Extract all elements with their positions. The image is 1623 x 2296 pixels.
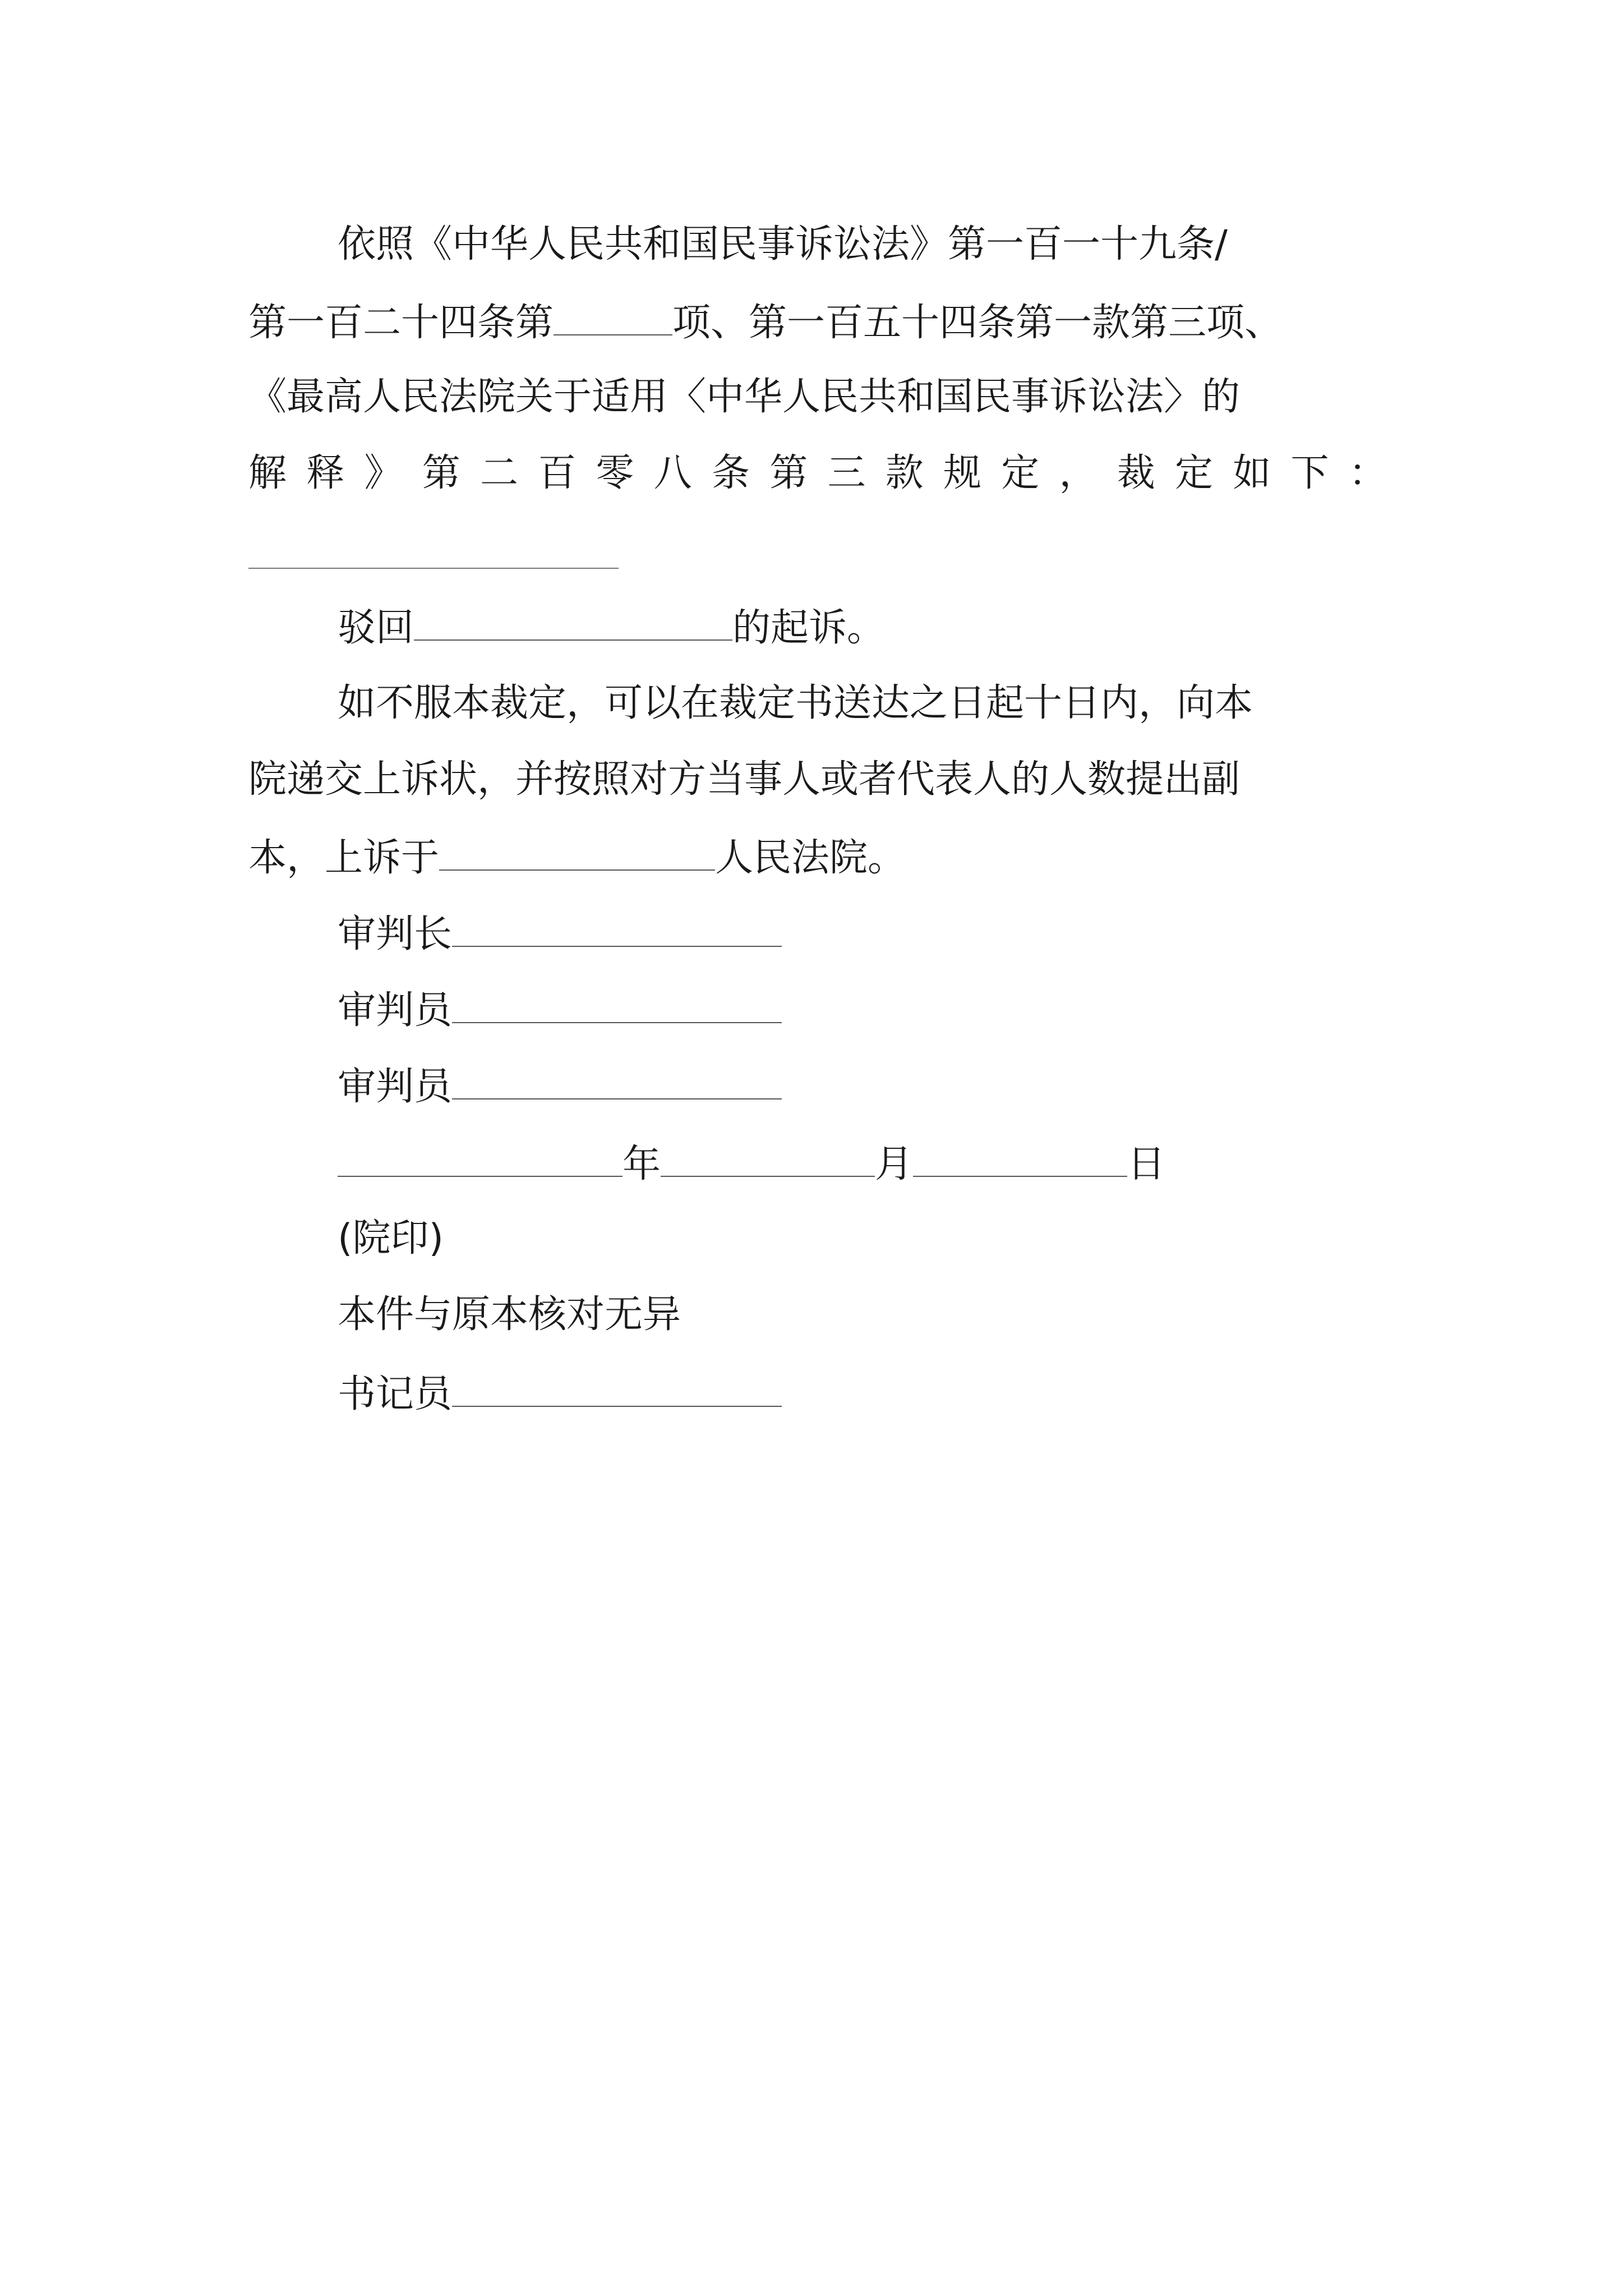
year-field[interactable] xyxy=(338,1143,623,1177)
chief-judge-field[interactable] xyxy=(452,913,782,947)
judge-line-2 xyxy=(338,1065,782,1109)
legal-basis-char: 如 xyxy=(1233,451,1271,495)
legal-basis-char: 二 xyxy=(480,451,519,495)
legal-basis-text-2a: 第一百二十四条第 xyxy=(248,301,554,345)
legal-basis-char: ， xyxy=(1059,451,1098,495)
appeal-line-1 xyxy=(338,681,1253,725)
seal-line xyxy=(338,1216,444,1260)
plaintiff-name-field[interactable] xyxy=(414,607,732,641)
chief-judge-line xyxy=(338,913,782,954)
year-label: 年 xyxy=(623,1142,661,1186)
legal-basis-text-3: 《最高人民法院关于适用〈中华人民共和国民事诉讼法〉的 xyxy=(248,375,1241,419)
item-number-field[interactable] xyxy=(554,302,672,335)
legal-basis-char: 》 xyxy=(364,451,403,495)
clerk-field[interactable] xyxy=(452,1373,782,1407)
separator-line xyxy=(248,568,619,569)
legal-basis-text-2b: 项、第一百五十四条第一款第三项、 xyxy=(672,301,1283,345)
legal-basis-char: 第 xyxy=(422,451,460,495)
appeal-text-2: 院递交上诉状，并按照对方当事人或者代表人的人数提出副 xyxy=(248,757,1241,802)
date-line xyxy=(338,1143,1165,1184)
certify-line xyxy=(338,1292,681,1337)
legal-basis-line-4 xyxy=(248,451,1387,495)
legal-basis-char: 条 xyxy=(712,451,750,495)
legal-basis-char: 释 xyxy=(306,451,345,495)
appeal-text-1: 如不服本裁定，可以在裁定书送达之日起十日内，向本 xyxy=(338,681,1253,725)
ruling-suffix: 的起诉。 xyxy=(732,606,886,650)
legal-basis-line-3 xyxy=(248,375,1241,419)
month-label: 月 xyxy=(875,1142,914,1186)
ruling-line xyxy=(338,606,886,650)
ruling-prefix: 驳回 xyxy=(338,606,414,650)
legal-basis-char: 解 xyxy=(248,451,287,495)
legal-basis-char: 八 xyxy=(653,451,692,495)
legal-basis-char: 零 xyxy=(596,451,634,495)
legal-basis-char: 百 xyxy=(538,451,577,495)
legal-basis-line-1 xyxy=(338,222,1228,266)
judge-field[interactable] xyxy=(452,1066,782,1099)
legal-basis-text-1: 依照《中华人民共和国民事诉讼法》第一百一十九条/ xyxy=(338,222,1228,266)
clerk-label: 书记员 xyxy=(338,1372,453,1416)
legal-basis-char: 款 xyxy=(885,451,924,495)
legal-basis-line-2 xyxy=(248,301,1283,345)
legal-basis-char: 裁 xyxy=(1117,451,1155,495)
court-seal-text: (院印) xyxy=(338,1216,444,1260)
appeal-line-2 xyxy=(248,757,1241,802)
month-field[interactable] xyxy=(661,1143,875,1177)
appeal-text-3b: 人民法院。 xyxy=(715,836,906,880)
legal-basis-char: 定 xyxy=(1175,451,1214,495)
day-field[interactable] xyxy=(913,1143,1127,1177)
legal-basis-char: 第 xyxy=(769,451,808,495)
clerk-line xyxy=(338,1373,782,1414)
legal-basis-char: 规 xyxy=(943,451,982,495)
legal-basis-char: 下 xyxy=(1290,451,1329,495)
day-label: 日 xyxy=(1127,1142,1166,1186)
chief-judge-label: 审判长 xyxy=(338,912,453,956)
judge-field[interactable] xyxy=(452,990,782,1023)
legal-basis-char: 定 xyxy=(1001,451,1040,495)
judge-line-1 xyxy=(338,988,782,1033)
legal-basis-char: ： xyxy=(1348,451,1387,495)
certify-text: 本件与原本核对无异 xyxy=(338,1292,681,1337)
judge-label: 审判员 xyxy=(338,1065,453,1109)
judge-label: 审判员 xyxy=(338,988,453,1033)
legal-basis-char: 三 xyxy=(827,451,866,495)
appeal-line-3 xyxy=(248,836,906,880)
appeal-court-field[interactable] xyxy=(439,837,715,871)
appeal-text-3a: 本，上诉于 xyxy=(248,836,440,880)
